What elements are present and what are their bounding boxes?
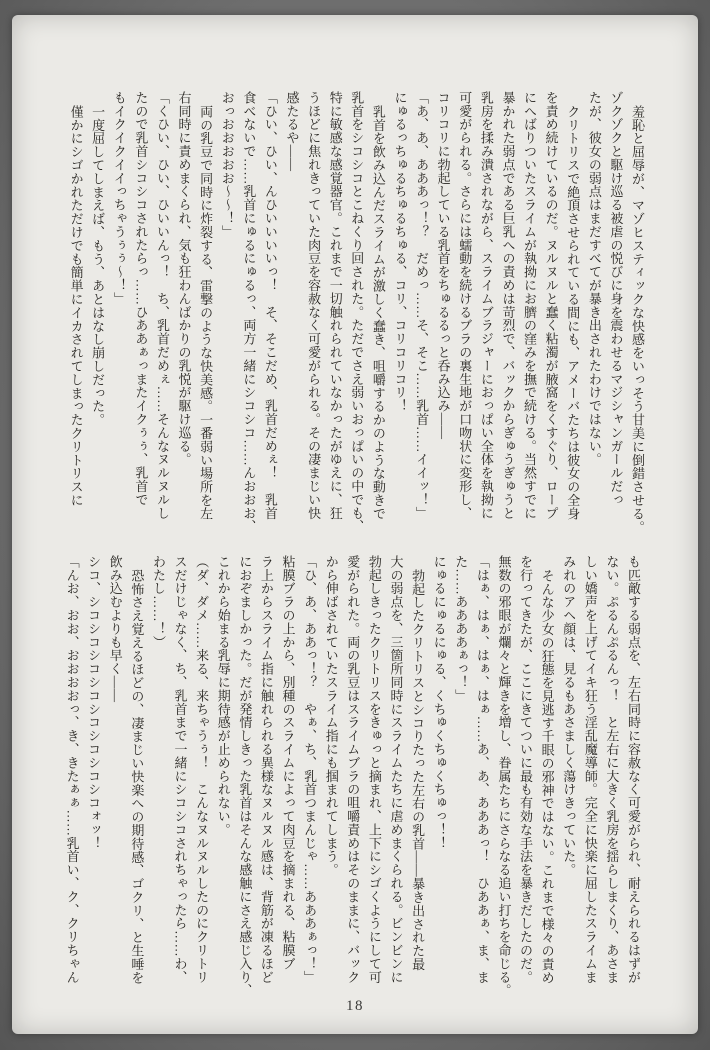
- text-column: 「はぁ、はぁ、はぁ、はぁ……あ、あ、あああっ！ ひああぁ、ま、ま: [474, 555, 490, 984]
- text-column: 右同時に責めまくられ、気も狂わんばかりの乳悦が駆け巡る。: [176, 91, 192, 467]
- text-column: 飲み込むよりも早く——: [107, 555, 123, 703]
- text-column: 「んお、おお、おおおおっ、き、きたぁぁ……乳首い、ク、クリちゃん: [64, 555, 80, 984]
- text-column: （ダ、ダメ……来る、来ちゃうぅ！ こんなヌルヌルしたのにクリトリ: [194, 555, 210, 984]
- text-column: にへばりついたスライムが執拗にお臍の窪みを撫で続ける。当然すでに: [522, 91, 538, 520]
- text-column: たが、彼女の弱点はまだすべてが暴き出されたわけではない。: [586, 91, 602, 467]
- text-column: から伸ばされていたスライム指にも掴まれてしまう。: [323, 555, 339, 877]
- text-column: ラ上からスライム指に触れられる異様なヌルヌル感は、背筋が凍るほど: [258, 555, 274, 984]
- text-column: 無数の邪眼が爛々と輝きを増し、眷属たちにさらなる追い打ちを命じる。: [496, 555, 512, 998]
- text-column: わたし……！）: [150, 555, 166, 649]
- text-column: 両の乳豆で同時に炸裂する、雷撃のような快美感。一番弱い場所を左: [198, 105, 214, 521]
- text-column: うほどに焦れきっていた肉豆を容赦なく可愛がられる。その凄まじい快: [306, 91, 322, 520]
- text-column: しい嬌声を上げてイキ狂う淫乱魔導師。完全に快楽に屈したスライムま: [582, 555, 598, 984]
- text-column: 特に敏感な感覚器官。これまで一切触れられていなかったがゆえに、狂: [327, 91, 343, 520]
- text-column: おっおおおおお〜〜！」: [219, 91, 235, 239]
- text-column: 可愛がられる。さらには蠕動を続けるブラの裏生地が口吻状に変形し、: [457, 91, 473, 520]
- text-column: を行ってきたが、ここにきてついに最も有効な手法を暴きだしたのだ。: [518, 555, 534, 984]
- text-column: 「あ、あ、あああっ！？ だめっ……そ、そこ……乳首……イイッ！」: [414, 91, 430, 520]
- text-column: におぞましかった。だが発情しきった乳首はそんな感触にさえ感じ入り、: [237, 555, 253, 998]
- text-column: 乳首を飲み込んだスライムが激しく蠢き、咀嚼するかのような動きで: [370, 105, 386, 521]
- text-column: もイクイクイイっちゃうぅぅ〜！」: [111, 91, 127, 306]
- text-block-top: [65, 91, 648, 535]
- text-column: にゅるっちゅるちゅるちゅる、コリ、コリコリコリ！: [392, 91, 408, 413]
- text-column: 大の弱点を、三箇所同時にスライムたちに虐めまくられる。ビンビンに: [388, 555, 404, 984]
- text-column: 感たるや——: [284, 91, 300, 172]
- text-column: 羞恥と屈辱が、マゾヒスティックな快感をいっそう甘美に倒錯させる。: [630, 105, 645, 534]
- text-column: も匹敵する弱点を、左右同時に容赦なく可愛がられ、耐えられるはずが: [626, 555, 641, 984]
- text-column: クリトリスで絶頂させられている間にも、アメーバたちは彼女の全身: [565, 105, 581, 521]
- text-column: 粘膜ブラの上から、別種のスライムによって肉豆を摘まれる、粘膜ブ: [280, 555, 296, 971]
- text-column: 恐怖さえ覚えるほどの、凄まじい快楽への期待感、ゴクリ、と生唾を: [129, 569, 145, 985]
- text-column: みれのアヘ顔は、見るもあさましく蕩けきっていた。: [561, 555, 577, 877]
- text-column: そんな少女の狂態を見逃す千眼の邪神ではない。これまで様々の責め: [539, 569, 555, 985]
- text-column: ゾクゾクと駆け巡る被虐の悦びに身を震わせるマジシャンガールだっ: [608, 91, 624, 507]
- text-column: たので乳首シコシコされたらっ……ひああぁっまたイクぅぅ、乳首で: [133, 91, 149, 507]
- text-column: ない。ぷるんぷるんっ！ と左右に大きく乳房を揺らしまくり、あさま: [604, 555, 620, 984]
- scanned-book-page: [12, 15, 698, 1034]
- text-column: 「くひい、ひい、ひいいんっ！ ち、乳首だめぇ……そんなヌルヌルし: [154, 91, 170, 520]
- text-column: 勃起しきったクリトリスをきゅっと摘まれ、上下にシゴくようにして可: [366, 555, 382, 984]
- text-column: 勃起したクリトリスとシコりたった左右の乳首——暴き出された最: [410, 569, 426, 971]
- text-column: スだけじゃなく、ち、乳首まで一緒にシコシコされちゃったら……わ、: [172, 555, 188, 984]
- text-column: 一度屈してしまえば、もう、あとはなし崩しだった。: [90, 105, 106, 427]
- text-column: 「ひ、あ、ああっ！？ やぁ、ち、乳首つまんじゃ……あああぁっ！」: [302, 555, 318, 984]
- text-column: 僅かにシゴかれただけでも簡単にイカされてしまったクリトリスに: [68, 105, 84, 507]
- text-block-bottom: [61, 555, 644, 999]
- text-column: 暴かれた弱点である巨乳への責めは苛烈で、バックからぎゅうぎゅうと: [500, 91, 516, 520]
- text-column: にゅるにゅるにゅる、くちゅくちゅくちゅっ！！: [431, 555, 447, 850]
- text-column: 「ひい、ひい、んひいいいいっ！ そ、そこだめ、乳首だめぇ！ 乳首: [262, 91, 278, 520]
- page-number: 18: [346, 998, 364, 1014]
- text-column: シコ、シコシコシコシコシコシコシコシコォッ！: [86, 555, 102, 850]
- text-column: 乳房を揉み潰されながら、スライムブラジャーにおっぱい全体を執拗に: [478, 91, 494, 520]
- text-column: を責め続けているのだ。ヌルヌルと蠢く粘濁が腋窩をくすぐり、ロープ: [543, 91, 559, 520]
- text-column: 食べないで……乳首にゅるにゅるっ、両方一緒にシコシコ……んおおお、: [241, 91, 257, 534]
- text-column: これから始まる乳辱に期待感が止められない。: [215, 555, 231, 837]
- text-column: 乳首をシコシコとこねくり回された。ただでさえ弱いおっぱいの中でも、: [349, 91, 365, 534]
- text-column: コリコリに勃起している乳首をちゅるるっと呑み込み——: [435, 91, 451, 440]
- text-column: 愛がられた。両の乳豆はスライムブラの咀嚼責めはそのままに、バック: [345, 555, 361, 984]
- text-column: た……ああああぁっ！」: [453, 555, 469, 703]
